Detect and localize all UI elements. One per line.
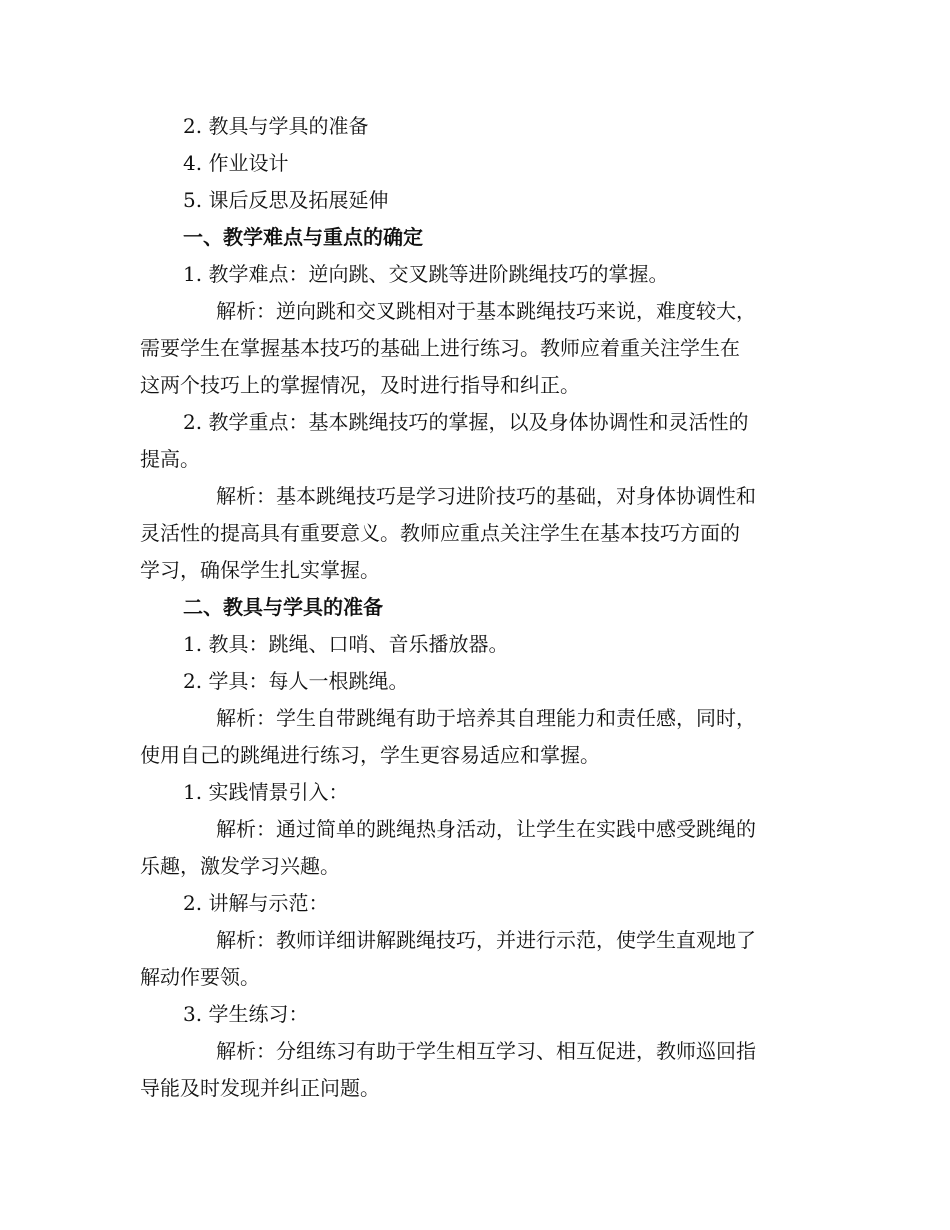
list-item-teacher-aids: 1. 教具：跳绳、口哨、音乐播放器。 [183, 632, 509, 656]
analysis-paragraph-line: 解析：分组练习有助于学生相互学习、相互促进，教师巡回指 [216, 1039, 756, 1063]
list-item-key-point: 2. 教学重点：基本跳绳技巧的掌握，以及身体协调性和灵活性的 [183, 410, 749, 434]
analysis-paragraph-line: 解析：逆向跳和交叉跳相对于基本跳绳技巧来说，难度较大， [216, 299, 756, 323]
paragraph-line: 导能及时发现并纠正问题。 [140, 1076, 380, 1100]
paragraph-line: 乐趣，激发学习兴趣。 [140, 854, 340, 878]
list-item-student-aids: 2. 学具：每人一根跳绳。 [183, 669, 409, 693]
paragraph-line: 需要学生在掌握基本技巧的基础上进行练习。教师应着重关注学生在 [140, 336, 740, 360]
paragraph-line: 灵活性的提高具有重要意义。教师应重点关注学生在基本技巧方面的 [140, 521, 740, 545]
section-heading-aids: 二、教具与学具的准备 [183, 595, 383, 619]
paragraph-line: 提高。 [140, 447, 200, 471]
analysis-paragraph-line: 解析：学生自带跳绳有助于培养其自理能力和责任感，同时， [216, 706, 756, 730]
analysis-paragraph-line: 解析：基本跳绳技巧是学习进阶技巧的基础，对身体协调性和 [216, 484, 756, 508]
paragraph-line: 这两个技巧上的掌握情况，及时进行指导和纠正。 [140, 373, 580, 397]
section-heading-difficulties: 一、教学难点与重点的确定 [183, 225, 423, 249]
analysis-paragraph-line: 解析：教师详细讲解跳绳技巧，并进行示范，使学生直观地了 [216, 928, 756, 952]
outline-item-homework: 4. 作业设计 [183, 151, 289, 175]
analysis-paragraph-line: 解析：通过简单的跳绳热身活动，让学生在实践中感受跳绳的 [216, 817, 756, 841]
list-item-demonstration: 2. 讲解与示范： [183, 891, 329, 915]
list-item-difficulty: 1. 教学难点：逆向跳、交叉跳等进阶跳绳技巧的掌握。 [183, 262, 669, 286]
list-item-introduction: 1. 实践情景引入： [183, 780, 349, 804]
paragraph-line: 解动作要领。 [140, 965, 260, 989]
outline-item-reflection: 5. 课后反思及拓展延伸 [183, 188, 389, 212]
paragraph-line: 学习，确保学生扎实掌握。 [140, 558, 380, 582]
list-item-practice: 3. 学生练习： [183, 1002, 309, 1026]
paragraph-line: 使用自己的跳绳进行练习，学生更容易适应和掌握。 [140, 743, 600, 767]
outline-item-teaching-aids: 2. 教具与学具的准备 [183, 114, 369, 138]
